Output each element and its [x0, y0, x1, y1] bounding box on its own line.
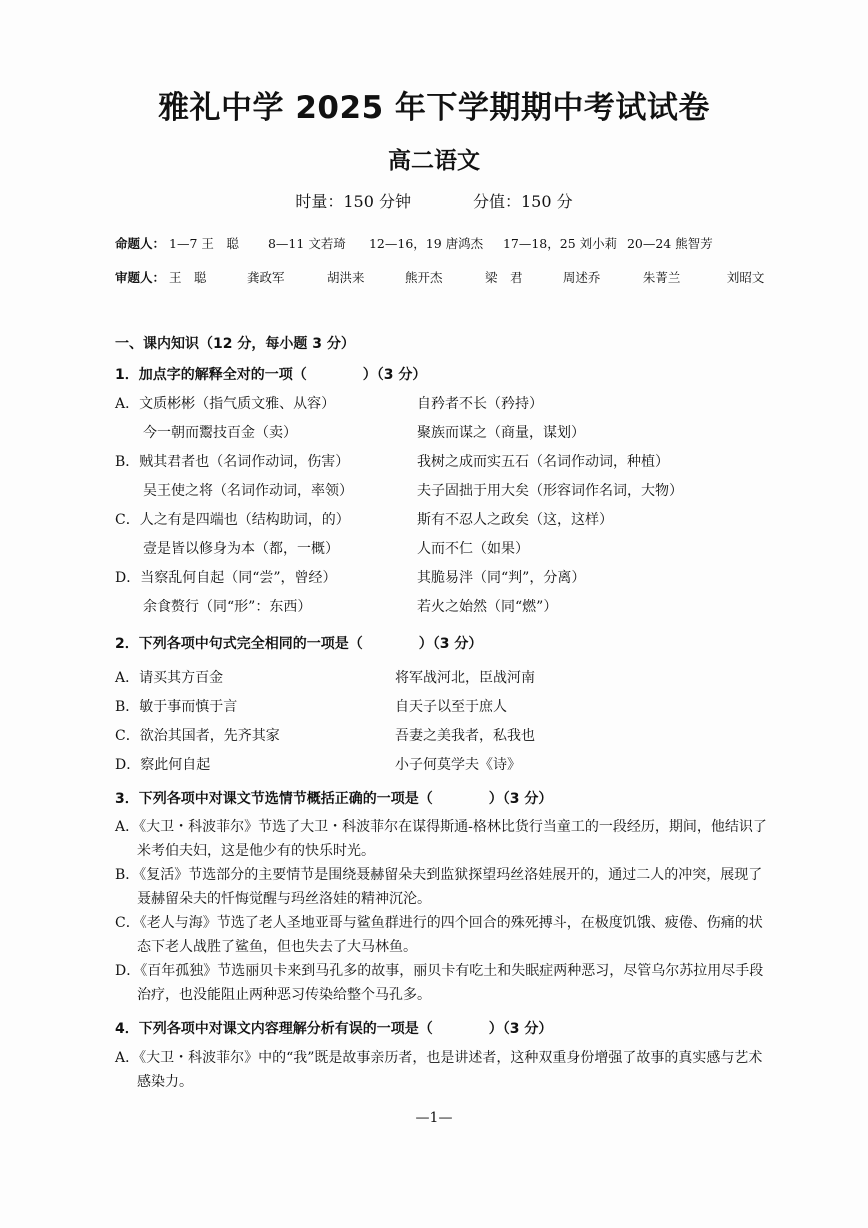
q1-item: 余食赘行（同“形”：东西）	[115, 599, 312, 615]
q1-item: 夫子固拙于用大矣（形容词作名词，大物）	[417, 483, 683, 499]
q1-item: C．人之有是四端也（结构助词，的）	[115, 512, 350, 528]
q1-item: 若火之始然（同“燃”）	[417, 599, 558, 615]
q3-option-b: B．《复活》节选部分的主要情节是围绕聂赫留朵夫到监狱探望玛丝洛娃展开的，通过二人的冲突，展现了聂赫留朵夫的忏悔觉醒与玛丝洛娃的精神沉沦。	[115, 867, 763, 907]
reviewer: 刘昭文	[726, 270, 765, 285]
reviewer: 周述乔	[562, 270, 601, 285]
q2-item: 小子何莫学夫《诗》	[395, 757, 521, 773]
setter: 20—24 熊智芳	[626, 236, 713, 251]
q3-option-d: D．《百年孤独》节选丽贝卡来到马孔多的故事，丽贝卡有吃土和失眠症两种恶习，尽管乌尔苏拉用尽手段治疗，也没能阻止两种恶习传染给整个马孔多。	[115, 963, 764, 1003]
q3-option-a: A．《大卫・科波菲尔》节选了大卫・科波菲尔在谋得斯通-格林比货行当童工的一段经历，期间，他结识了米考伯夫妇，这是他少有的快乐时光。	[115, 819, 767, 859]
q1-item: A．文质彬彬（指气质文雅、从容）	[115, 396, 336, 412]
q1-item: D．当察乱何自起（同“尝”，曾经）	[115, 570, 337, 586]
q4-options	[115, 1046, 775, 1094]
q2-item: 将军战河北，臣战河南	[395, 670, 535, 686]
q2-item: C．欲治其国者，先齐其家	[115, 728, 280, 744]
q1-item: 自矜者不长（矜持）	[417, 396, 543, 412]
q1-item: 聚族而谋之（商量，谋划）	[417, 425, 585, 441]
total-score: 分值：150 分	[473, 192, 573, 211]
reviewer: 熊开杰	[404, 270, 443, 285]
setters-label: 命题人：	[115, 236, 166, 251]
exam-subject: 高二语文	[388, 148, 480, 174]
q1-item: 我树之成而实五石（名词作动词，种植）	[417, 454, 669, 470]
q1-item: 其脆易泮（同“判”，分离）	[417, 570, 586, 586]
q1-item: 壹是皆以修身为本（都，一概）	[115, 541, 339, 557]
reviewer: 梁 君	[484, 270, 523, 285]
page-number: —1—	[415, 1110, 453, 1126]
q4-option-a: A．《大卫・科波菲尔》中的“我”既是故事亲历者，也是讲述者，这种双重身份增强了故事的真实感与艺术感染力。	[115, 1050, 763, 1090]
question-1-stem: 1．加点字的解释全对的一项（ ）（3 分）	[115, 367, 427, 383]
setter: 17—18，25 刘小莉	[502, 236, 618, 251]
question-2-stem: 2．下列各项中句式完全相同的一项是（ ）（3 分）	[115, 636, 483, 652]
q3-option-c: C．《老人与海》节选了老人圣地亚哥与鲨鱼群进行的四个回合的殊死搏斗，在极度饥饿、疲倦、伤痛的状态下老人战胜了鲨鱼，但也失去了大马林鱼。	[115, 915, 763, 955]
exam-meta	[0, 189, 868, 212]
question-4-stem: 4．下列各项中对课文内容理解分析有误的一项是（ ）（3 分）	[115, 1021, 553, 1037]
setter: 8—11 文若琦	[267, 236, 346, 251]
q2-item: A．请买其方百金	[115, 670, 224, 686]
reviewers-label: 审题人：	[115, 270, 166, 285]
reviewer: 胡洪来	[326, 270, 365, 285]
q2-item: 自天子以至于庶人	[395, 699, 507, 715]
reviewer: 龚政军	[246, 270, 285, 285]
reviewer: 王 聪	[169, 270, 207, 285]
setter: 1—7 王 聪	[169, 236, 239, 251]
q1-item: 人而不仁（如果）	[417, 541, 529, 557]
exam-title: 雅礼中学 2025 年下学期期中考试试卷	[158, 90, 710, 126]
section-heading: 一、课内知识（12 分，每小题 3 分）	[115, 336, 355, 352]
reviewer: 朱菁兰	[642, 270, 681, 285]
q3-options	[115, 815, 775, 1007]
q2-item: B．敏于事而慎于言	[115, 699, 238, 715]
time-limit: 时量：150 分钟	[295, 192, 411, 211]
q1-item: 今一朝而鬻技百金（卖）	[115, 425, 297, 441]
reviewers-line	[115, 268, 764, 286]
setter: 12—16，19 唐鸿杰	[368, 236, 484, 251]
q2-item: 吾妻之美我者，私我也	[395, 728, 535, 744]
q1-item: 斯有不忍人之政矣（这，这样）	[417, 512, 613, 528]
q1-item: 吴王使之将（名词作动词，率领）	[115, 483, 353, 499]
question-3-stem: 3．下列各项中对课文节选情节概括正确的一项是（ ）（3 分）	[115, 791, 553, 807]
q2-item: D．察此何自起	[115, 757, 211, 773]
q1-item: B．贼其君者也（名词作动词，伤害）	[115, 454, 350, 470]
setters-line	[115, 234, 713, 252]
